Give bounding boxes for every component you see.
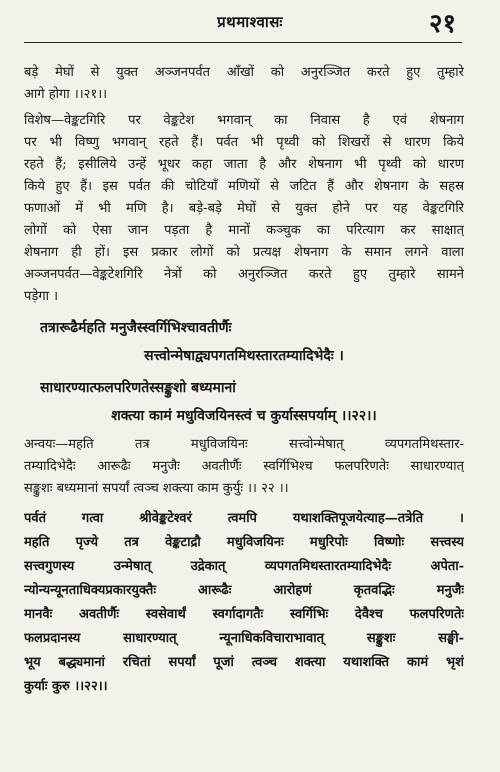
header-rule (24, 42, 462, 43)
commentary-line: फलप्रदानस्य साधारण्यात् न्यूनाधिकविचाराभावात् सङ्कुशः सङ्घी- (24, 631, 464, 646)
vishesh-line: शेषनाग ही हों। इस प्रकार लोगों को प्रत्यक्ष शेषनाग के समान लगने वाला (24, 245, 464, 260)
translation-line: आगे होगा ।।२१।। (24, 87, 108, 102)
commentary-line: महति पृज्ये तत्र वेङ्कटाद्रौ मधुविजयिनः मधुरिपोः विष्णोः सत्त्वस्य (24, 535, 464, 550)
anvaya-line: तम्यादिभेदैः आरूढैः मनुजैः अवतीर्णैः स्वर्गिभिश्च फलपरिणतेः साधारण्यात् (24, 459, 464, 474)
vishesh-line: पड़ेगा । (24, 289, 59, 304)
anvaya-line: अन्वयः—महति तत्र मधुविजयिनः सत्त्वोन्मेषात् व्यपगतमिथस्तार- (24, 437, 464, 452)
vishesh-line: अञ्जनपर्वत—वेङ्कटेशगिरि नेत्रों को अनुरञ्जित करते हुए तुम्हारे सामने (24, 267, 464, 282)
verse-line: सत्त्वोन्मेषाद्व्यपगतमिथस्तारतम्यादिभेदैः । (144, 348, 344, 364)
vishesh-line: लोगों को ऐसा जान पड़ता है मानों कञ्चुक का परित्याग कर साक्षात् (24, 223, 464, 238)
commentary-line: मानवैः अवतीर्णैः स्वसेवार्थं स्वर्गादागतैः स्वर्गिभिः देवैश्च फलपरिणतेः (24, 607, 464, 622)
vishesh-line: किये हुए हैं। इस पर्वत की चोटियाँ मणियों से जटित हैं और शेषनाग के सहस्र (24, 179, 464, 194)
vishesh-line: विशेष—वेङ्कटगिरि पर वेङ्कटेश भगवान् का निवास है एवं शेषनाग (24, 113, 464, 128)
verse-line: साधारण्यात्फलपरिणतेस्सङ्कुशो बध्यमानां (40, 380, 236, 396)
verse-line: तत्रारूढैर्महति मनुजैस्स्वर्गिभिश्चावतीर्णैः (40, 320, 232, 336)
verse-line: शक्त्या कामं मधुविजयिनस्त्वं च कुर्यास्सपर्याम् ।।२२।। (111, 408, 377, 424)
commentary-line: सत्त्वगुणस्य उन्मेषात् उद्रेकात् व्यपगतमिथस्तारतम्यादिभेदैः अपेता- (24, 559, 464, 574)
translation-line: बड़े मेघों से युक्त अञ्जनपर्वत आँखों को अनुरञ्जित करते हुए तुम्हारे (24, 65, 464, 80)
commentary-line: कुर्याः कुरु ।।२२।। (24, 679, 108, 694)
anvaya-line: सङ्कुशः बध्यमानां सपर्यां त्वञ्च शक्त्या काम कुर्युः ।। २२ ।। (24, 481, 289, 496)
vishesh-line: रहते हैं; इसीलिये उन्हें भूधर कहा जाता है और शेषनाग भी पृथ्वी को धारण (24, 157, 464, 172)
commentary-line: पर्वतं गत्वा श्रीवेङ्कटेश्वरं त्वमपि यथाशक्तिपूजयेत्याह—तत्रेति । (24, 511, 464, 526)
commentary-line: न्योन्यन्यूनताधिक्यप्रकारयुक्तैः आरूढैः आरोहणं कृतवद्भिः मनुजैः (24, 583, 464, 598)
running-header: प्रथमाश्वासः (217, 13, 283, 31)
vishesh-line: फणाओं में भी मणि है। बड़े-बड़े मेघों से युक्त होने पर यह वेङ्कटगिरि (24, 201, 464, 216)
commentary-line: भूय बद्ध्यमानां रचितां सपर्यां पूजां त्वञ्च शक्त्या यथाशक्ति कामं भृशं (24, 655, 464, 670)
page-number: २१ (428, 9, 456, 39)
vishesh-line: पर भी विष्णु भगवान् रहते हैं। पर्वत भी पृथ्वी को शिखरों से धारण किये (24, 135, 464, 150)
